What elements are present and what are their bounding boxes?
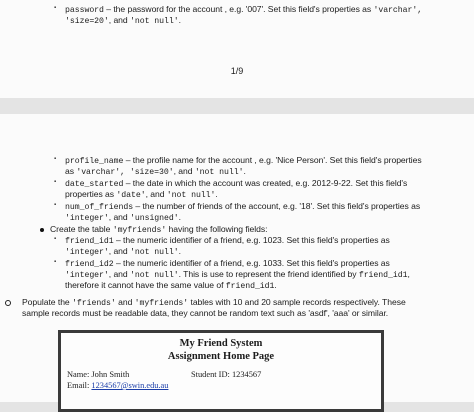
num-of-friends-field: num_of_friends [65, 203, 134, 212]
text: . [243, 166, 246, 176]
friend-id2-field: friend_id2 [65, 260, 114, 269]
text: properties as [65, 189, 117, 199]
text: Populate the [22, 297, 72, 307]
profile-name-description: – the profile name for the account , e.g. 'Nice Person'. Set this field's properties [123, 155, 422, 165]
friend-id1-not-null: 'not null' [129, 248, 179, 257]
date-started-type: 'date' [116, 191, 146, 200]
student-name: Name: John Smith [67, 370, 130, 379]
password-size: 'size=20' [65, 17, 109, 26]
myfriends-table-name: 'myfriends' [134, 299, 189, 308]
text: , and [108, 269, 130, 279]
email-link[interactable]: 1234567@swin.edu.au [91, 381, 169, 390]
friend-id1-reference: friend_id1 [225, 282, 275, 291]
friend-id1-description: – the numeric identifier of a friend, e.g. 1023. Set this field's properties as [113, 235, 390, 245]
friend-id2-type: 'integer' [65, 271, 109, 280]
email-label: Email: [67, 381, 92, 390]
password-field-name: password [65, 6, 104, 15]
password-type: 'varchar', [373, 6, 423, 15]
text: , [407, 269, 410, 279]
profile-name-line-2 [65, 166, 246, 178]
myfriends-table-name: 'myfriends' [112, 226, 167, 235]
text: and [115, 297, 135, 307]
password-and: , and [108, 15, 130, 25]
email-row [67, 381, 168, 390]
text: , and [108, 212, 130, 222]
text: as [65, 166, 77, 176]
text: . [215, 189, 218, 199]
profile-name-field: profile_name [65, 157, 124, 166]
password-line-2 [65, 15, 181, 27]
page-number: 1/9 [230, 66, 244, 76]
text: Create the table [50, 224, 113, 234]
box-title: My Friend System [179, 338, 263, 349]
sub-bullet: ▪ [54, 179, 57, 185]
sub-bullet: ▪ [54, 259, 57, 265]
text: , and [145, 189, 167, 199]
friend-id1-reference: friend_id1 [358, 271, 408, 280]
document-page-bottom [0, 114, 474, 402]
text: therefore it cannot have the same value of [65, 280, 226, 290]
text: . [274, 280, 277, 290]
sub-bullet: ▪ [54, 202, 57, 208]
profile-name-type: 'varchar', 'size=30' [76, 168, 174, 177]
text: having the following fields: [166, 224, 268, 234]
password-description: – the password for the account , e.g. '007'. Set this field's properties as [103, 4, 374, 14]
profile-name-not-null: 'not null' [194, 168, 244, 177]
sub-bullet: ▪ [54, 236, 57, 242]
text: , and [173, 166, 195, 176]
friend-id2-description: – the numeric identifier of a friend, e.g. 1033. Set this field's properties as [113, 258, 390, 268]
num-of-friends-type: 'integer' [65, 214, 109, 223]
assignment-home-page-box [58, 330, 384, 412]
password-period: . [178, 15, 181, 25]
friend-id1-line-2 [65, 246, 181, 258]
document-page-top [0, 0, 474, 98]
friend-id1-field: friend_id1 [65, 237, 114, 246]
text: . This is use to represent the friend identified by [178, 269, 359, 279]
date-started-line-2 [65, 189, 218, 201]
student-id: Student ID: 1234567 [191, 370, 262, 379]
friend-id2-line-3 [65, 280, 277, 292]
date-started-not-null: 'not null' [166, 191, 216, 200]
friend-id1-type: 'integer' [65, 248, 109, 257]
friends-table-name: 'friends' [72, 299, 116, 308]
text: . [178, 246, 181, 256]
populate-line-2: sample records must be readable data, they cannot be random text such as 'asdf', 'aaa' or similar. [22, 308, 389, 318]
hollow-bullet [5, 300, 11, 306]
sub-bullet: ▪ [54, 156, 57, 162]
date-started-description: – the date in which the account was created, e.g. 2012-9-22. Set this field's [123, 178, 408, 188]
sub-bullet: ▪ [54, 5, 57, 11]
bullet [40, 228, 44, 232]
friend-id2-not-null: 'not null' [129, 271, 179, 280]
num-of-friends-line-2 [65, 212, 181, 224]
text: . [178, 212, 181, 222]
box-subtitle: Assignment Home Page [167, 351, 275, 362]
date-started-field: date_started [65, 180, 124, 189]
num-of-friends-unsigned: 'unsigned' [129, 214, 179, 223]
num-of-friends-description: – the number of friends of the account, e.g. '18'. Set this field's properties as [133, 201, 421, 211]
password-not-null: 'not null' [129, 17, 179, 26]
text: , and [108, 246, 130, 256]
text: tables with 10 and 20 sample records respectively. These [188, 297, 406, 307]
